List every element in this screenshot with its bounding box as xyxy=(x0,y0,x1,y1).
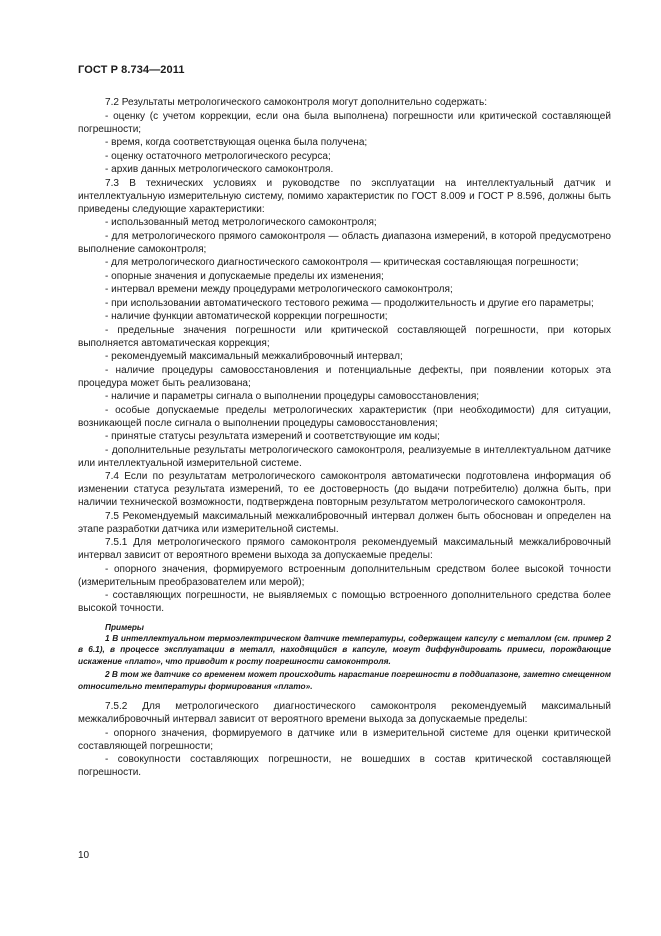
list-item: - время, когда соответствующая оценка была получена; xyxy=(105,137,368,148)
list-item: - опорные значения и допускаемые пределы их изменения; xyxy=(105,270,384,282)
list-item: - предельные значения погрешности или критической составляющей погрешности, при которых выполняется автоматическая коррекция; xyxy=(78,324,611,349)
list-item: - опорного значения, формируемого в датчике или в измерительной системе для оценки критической составляющей погрешности; xyxy=(78,727,611,752)
list-item: - для метрологического прямого самоконтроля — область диапазона измерений, в которой предусмотрено выполнение самоконтроля; xyxy=(78,230,611,255)
list-item: - оценку остаточного метрологического ресурса; xyxy=(105,150,331,162)
examples-title: Примеры xyxy=(105,622,145,632)
list-item: - наличие и параметры сигнала о выполнении процедуры самовосстановления; xyxy=(105,391,480,402)
list-item: - рекомендуемый максимальный межкалибровочный интервал; xyxy=(105,351,403,362)
list-item: - для метрологического диагностического самоконтроля — критическая составляющая погрешности; xyxy=(105,257,579,268)
paragraph: 7.2 Результаты метрологического самоконтроля могут дополнительно содержать: xyxy=(105,97,488,108)
list-item: - архив данных метрологического самоконтроля. xyxy=(105,164,334,175)
list-item: - наличие функции автоматической коррекции погрешности; xyxy=(105,311,388,322)
document-body xyxy=(78,96,611,780)
paragraph: 7.5.2 Для метрологического диагностического самоконтроля рекомендуемый максимальный межкалибровочный интервал зависит от вероятного времени выхода за допускаемые пределы: xyxy=(78,701,611,726)
list-item: - интервал времени между процедурами метрологического самоконтроля; xyxy=(105,284,453,295)
list-item: - особые допускаемые пределы метрологических характеристик (при необходимости) для ситуации, возникающей после сигнала о выполнении процедуры самовосстановления; xyxy=(78,404,611,429)
page-number: 10 xyxy=(78,850,90,861)
paragraph: 7.3 В технических условиях и руководстве по эксплуатации на интеллектуальный датчик и интеллектуальную измерительную систему, помимо характеристик по ГОСТ 8.009 и ГОСТ Р 8.596, должны быть приведены следующие характеристики: xyxy=(78,177,611,215)
paragraph: 7.4 Если по результатам метрологического самоконтроля автоматически подготовлена информация об изменении статуса результата измерений, то ее достоверность (до выдачи потребителю) должна быть, при наличии технической возможности, подтверждена повторным результатом метрологического самоконтроля. xyxy=(78,471,611,508)
list-item: - при использовании автоматического тестового режима — продолжительность и другие его параметры; xyxy=(105,297,594,309)
example-item: 1 В интеллектуальном термоэлектрическом датчике температуры, содержащем капсулу с металлом (см. пример 2 в 6.1), в процессе эксплуатации в металл, находящийся в капсуле, могут диффундировать примеси, порождающие искажение «плато», что приводит к росту погрешности самоконтроля. xyxy=(78,633,611,666)
list-item: - совокупности составляющих погрешности, не вошедших в состав критической составляющей погрешности. xyxy=(78,754,611,779)
list-item: - принятые статусы результата измерений и соответствующие им коды; xyxy=(105,431,440,442)
list-item: - опорного значения, формируемого встроенным дополнительным средством более высокой точности (измерительным преобразователем или мерой); xyxy=(78,563,611,588)
list-item: - дополнительные результаты метрологического самоконтроля, реализуемые в интеллектуальном датчике или интеллектуальной измерительной системе. xyxy=(78,444,611,469)
list-item: - составляющих погрешности, не выявляемых с помощью встроенного дополнительного средства более высокой точности. xyxy=(78,590,611,614)
list-item: - наличие процедуры самовосстановления и потенциальные дефекты, при появлении которых эта процедура может быть реализована; xyxy=(78,364,611,389)
document-header: ГОСТ Р 8.734—2011 xyxy=(78,64,185,76)
paragraph: 7.5.1 Для метрологического прямого самоконтроля рекомендуемый максимальный межкалибровочный интервал зависит от вероятного времени выхода за допускаемые пределы: xyxy=(78,537,611,561)
example-item: 2 В том же датчике со временем может происходить нарастание погрешности в поддиапазоне, заметно смещенном относительно температуры формирования «плато». xyxy=(78,669,611,691)
list-item: - использованный метод метрологического самоконтроля; xyxy=(105,217,377,228)
list-item: - оценку (с учетом коррекции, если она была выполнена) погрешности или критической составляющей погрешности; xyxy=(78,110,611,135)
paragraph: 7.5 Рекомендуемый максимальный межкалибровочный интервал должен быть обоснован и определен на этапе разработки датчика или измерительной системы. xyxy=(78,510,611,535)
